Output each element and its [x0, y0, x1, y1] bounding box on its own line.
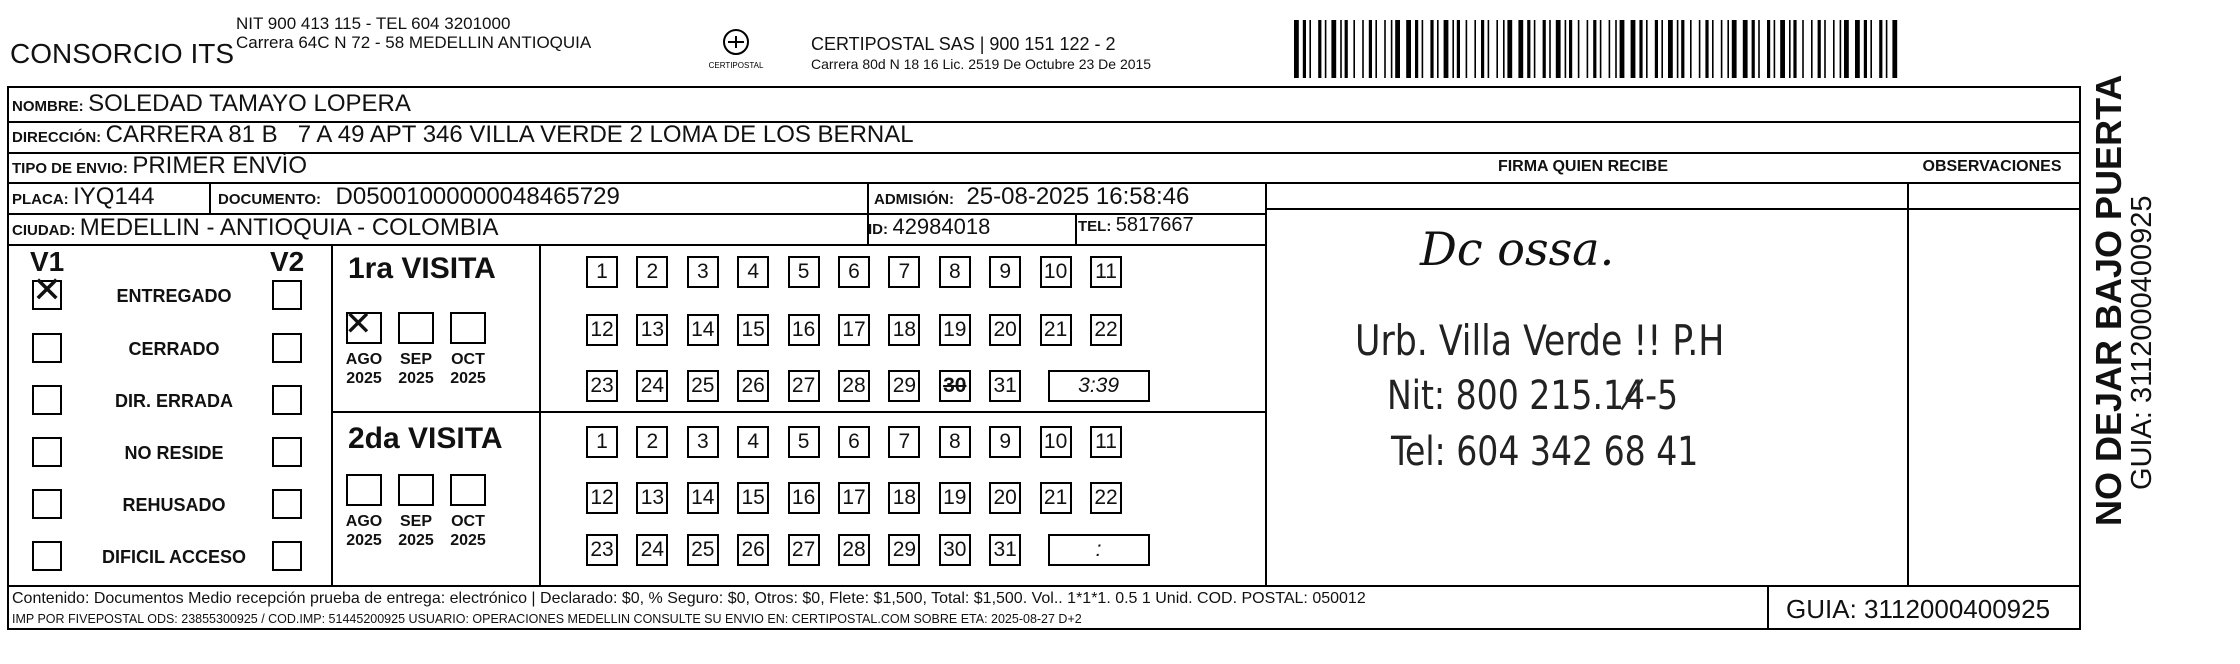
company-name: CONSORCIO ITS [10, 38, 235, 69]
courier-logo-text: CERTIPOSTAL [708, 61, 764, 70]
day-box[interactable]: 17 [838, 314, 870, 346]
day-box[interactable]: 19 [939, 482, 971, 514]
signature-column-head: FIRMA QUIEN RECIBE [1497, 158, 1669, 175]
day-box[interactable]: 24 [636, 534, 668, 566]
day-box[interactable]: 25 [687, 534, 719, 566]
check-mark-icon: ✕ [32, 269, 63, 310]
v2-header: V2 [270, 246, 305, 277]
status-checkbox-v1[interactable] [32, 541, 62, 571]
day-box[interactable]: 22 [1090, 314, 1122, 346]
time-box[interactable]: 3:39 [1048, 370, 1150, 402]
day-box[interactable]: 5 [788, 426, 820, 458]
id-label: ID: [868, 221, 888, 238]
day-box[interactable]: 11 [1090, 426, 1122, 458]
side-warning: NO DEJAR BAJO PUERTA [2088, 74, 2129, 526]
day-box[interactable]: 3 [687, 426, 719, 458]
status-checkbox-v2[interactable] [272, 489, 302, 519]
recipient-address: CARRERA 81 B 7 A 49 APT 346 VILLA VERDE 2 LOMA DE LOS BERNAL [105, 121, 914, 148]
status-label: NO RESIDE [124, 443, 224, 463]
city: MEDELLIN - ANTIOQUIA - COLOMBIA [79, 214, 499, 241]
company-info-line2: Carrera 64C N 72 - 58 MEDELLIN ANTIOQUIA [236, 33, 592, 52]
courier-info-line1: CERTIPOSTAL SAS | 900 151 122 - 2 [811, 34, 1116, 54]
day-box[interactable]: 11 [1090, 256, 1122, 288]
status-label: REHUSADO [122, 495, 226, 515]
day-box[interactable]: 13 [636, 314, 668, 346]
status-checkbox-v2[interactable] [272, 437, 302, 467]
day-box[interactable]: 26 [737, 370, 769, 402]
id-row [868, 214, 990, 240]
day-box[interactable]: 2 [636, 426, 668, 458]
day-box[interactable]: 16 [788, 482, 820, 514]
send-type-label: TIPO DE ENVIO: [12, 160, 128, 177]
courier-info [811, 34, 1151, 74]
day-box[interactable]: 6 [838, 426, 870, 458]
barcode [1290, 20, 1902, 78]
check-mark-icon: ✕ [344, 305, 373, 343]
day-box[interactable]: 12 [586, 314, 618, 346]
day-box[interactable]: 3 [687, 256, 719, 288]
status-checkbox-v1[interactable] [32, 385, 62, 415]
day-box[interactable]: 22 [1090, 482, 1122, 514]
day-box[interactable]: 25 [687, 370, 719, 402]
stamp-line3: Tel: 604 342 68 41 [1391, 429, 1699, 475]
v1-header: V1 [30, 246, 65, 277]
day-box[interactable]: 24 [636, 370, 668, 402]
day-box[interactable]: 28 [838, 370, 870, 402]
month-checkbox[interactable] [450, 312, 486, 344]
day-box[interactable]: 8 [939, 256, 971, 288]
admission-date: 25-08-2025 16:58:46 [966, 183, 1190, 210]
day-box[interactable]: 26 [737, 534, 769, 566]
recipient-name: SOLEDAD TAMAYO LOPERA [88, 90, 411, 117]
company-info-line1: NIT 900 413 115 - TEL 604 3201000 [236, 14, 511, 33]
plate-row [12, 183, 155, 211]
status-checkbox-v1[interactable] [32, 489, 62, 519]
city-row [12, 214, 499, 242]
day-box[interactable]: 29 [888, 534, 920, 566]
send-type: PRIMER ENVÍO [132, 152, 308, 179]
status-checkbox-v2[interactable] [272, 333, 302, 363]
id-number: 42984018 [892, 214, 991, 239]
day-box[interactable]: 21 [1040, 314, 1072, 346]
company-info [236, 14, 591, 52]
stamp-line2: Nit: 800 215.14̸-5 [1387, 373, 1679, 419]
status-label: ENTREGADO [116, 286, 232, 306]
day-box[interactable]: 31 [989, 534, 1021, 566]
month-checkbox[interactable] [398, 312, 434, 344]
admission-label: ADMISIÓN: [874, 191, 954, 208]
month-label: OCT 2025 [450, 513, 486, 549]
month-label: SEP 2025 [398, 351, 434, 387]
month-checkbox[interactable] [398, 474, 434, 506]
day-box[interactable]: 5 [788, 256, 820, 288]
month-label: AGO 2025 [345, 513, 383, 549]
status-checkbox-v2[interactable] [272, 385, 302, 415]
day-box[interactable]: 14 [687, 314, 719, 346]
day-box[interactable]: 28 [838, 534, 870, 566]
footer-content: Contenido: Documentos Medio recepción prueba de entrega: electrónico | Declarado: $0, % Seguro: $0, Otros: $0, Flete: $1,500, Total: $1,500. Vol.. 1*1*1. 0.5 1 Unid. COD. POSTAL: 050012 [12, 590, 1366, 607]
day-box[interactable]: 15 [737, 482, 769, 514]
day-box[interactable]: 21 [1040, 482, 1072, 514]
side-guia: GUIA: 3112000400925 [2126, 195, 2158, 490]
day-box[interactable]: 27 [788, 534, 820, 566]
day-box[interactable]: 31 [989, 370, 1021, 402]
document-number: D05001000000048465729 [335, 183, 620, 210]
day-box[interactable]: 13 [636, 482, 668, 514]
day-box[interactable]: 8 [939, 426, 971, 458]
day-box[interactable]: 4 [737, 256, 769, 288]
day-box[interactable]: 30 [939, 534, 971, 566]
courier-info-line2: Carrera 80d N 18 16 Lic. 2519 De Octubre 23 De 2015 [811, 56, 1152, 72]
stamp-line1: Urb. Villa Verde !! P.H [1355, 316, 1725, 365]
day-box[interactable]: 19 [939, 314, 971, 346]
plate-label: PLACA: [12, 191, 69, 208]
month-label: OCT 2025 [450, 351, 486, 387]
day-box[interactable]: 10 [1040, 426, 1072, 458]
observations-column-head: OBSERVACIONES [1922, 158, 2062, 175]
document-label: DOCUMENTO: [218, 191, 322, 208]
footer-print-info: IMP POR FIVEPOSTAL ODS: 23855300925 / COD.IMP: 51445200925 USUARIO: OPERACIONES MEDELLIN CONSULTE SU ENVIO EN: CERTIPOSTAL.COM SOBRE ETA: 2025-08-27 D+2 [12, 612, 1082, 626]
day-box[interactable]: 2 [636, 256, 668, 288]
day-box[interactable]: 20 [989, 482, 1021, 514]
month-label: SEP 2025 [398, 513, 434, 549]
recipient-signature: Dc ossa. [1420, 222, 1615, 276]
status-checkbox-v2[interactable] [272, 280, 302, 310]
day-box[interactable]: 30 [939, 370, 971, 402]
building-stamp [1355, 316, 1757, 475]
admission-row [874, 183, 1189, 211]
footer-guia: GUIA: 3112000400925 [1786, 594, 2051, 624]
day-box[interactable]: 14 [687, 482, 719, 514]
day-box[interactable]: 10 [1040, 256, 1072, 288]
day-box[interactable]: 12 [586, 482, 618, 514]
day-box[interactable]: 6 [838, 256, 870, 288]
tel-row [1078, 214, 1194, 237]
tel-label: TEL: [1078, 218, 1112, 235]
status-checkbox-v2[interactable] [272, 541, 302, 571]
status-label: CERRADO [128, 339, 220, 359]
address-row [12, 121, 914, 149]
day-box[interactable]: 1 [586, 426, 618, 458]
visit2-title: 2da VISITA [348, 422, 503, 455]
day-box[interactable]: 9 [989, 426, 1021, 458]
day-box[interactable]: 1 [586, 256, 618, 288]
day-box[interactable]: 16 [788, 314, 820, 346]
status-checkbox-v1[interactable] [32, 269, 63, 310]
month-checkbox[interactable] [346, 474, 382, 506]
name-label: NOMBRE: [12, 98, 84, 115]
day-box[interactable]: 23 [586, 370, 618, 402]
day-box[interactable]: 17 [838, 482, 870, 514]
day-box[interactable]: 29 [888, 370, 920, 402]
day-box[interactable]: 15 [737, 314, 769, 346]
day-box[interactable]: 18 [888, 482, 920, 514]
time-box[interactable]: : [1048, 534, 1150, 566]
status-label: DIFICIL ACCESO [101, 547, 246, 567]
day-box[interactable]: 9 [989, 256, 1021, 288]
day-box[interactable]: 20 [989, 314, 1021, 346]
address-label: DIRECCIÓN: [12, 129, 102, 146]
status-checkbox-v1[interactable] [32, 333, 62, 363]
city-label: CIUDAD: [12, 222, 76, 239]
document-row [218, 183, 620, 211]
month-checkbox[interactable] [450, 474, 486, 506]
day-box[interactable]: 7 [888, 426, 920, 458]
day-box[interactable]: 4 [737, 426, 769, 458]
month-label: AGO 2025 [345, 351, 383, 387]
month-checkbox[interactable] [344, 305, 382, 344]
day-box[interactable]: 18 [888, 314, 920, 346]
day-box[interactable]: 23 [586, 534, 618, 566]
name-row [12, 90, 411, 118]
send-type-row [12, 152, 307, 180]
visit1-title: 1ra VISITA [348, 252, 496, 285]
status-checkbox-v1[interactable] [32, 437, 62, 467]
day-box[interactable]: 7 [888, 256, 920, 288]
day-box[interactable]: 27 [788, 370, 820, 402]
status-label: DIR. ERRADA [114, 391, 233, 411]
courier-logo [706, 26, 766, 74]
plate: IYQ144 [73, 183, 155, 210]
tel-number: 5817667 [1115, 214, 1194, 236]
